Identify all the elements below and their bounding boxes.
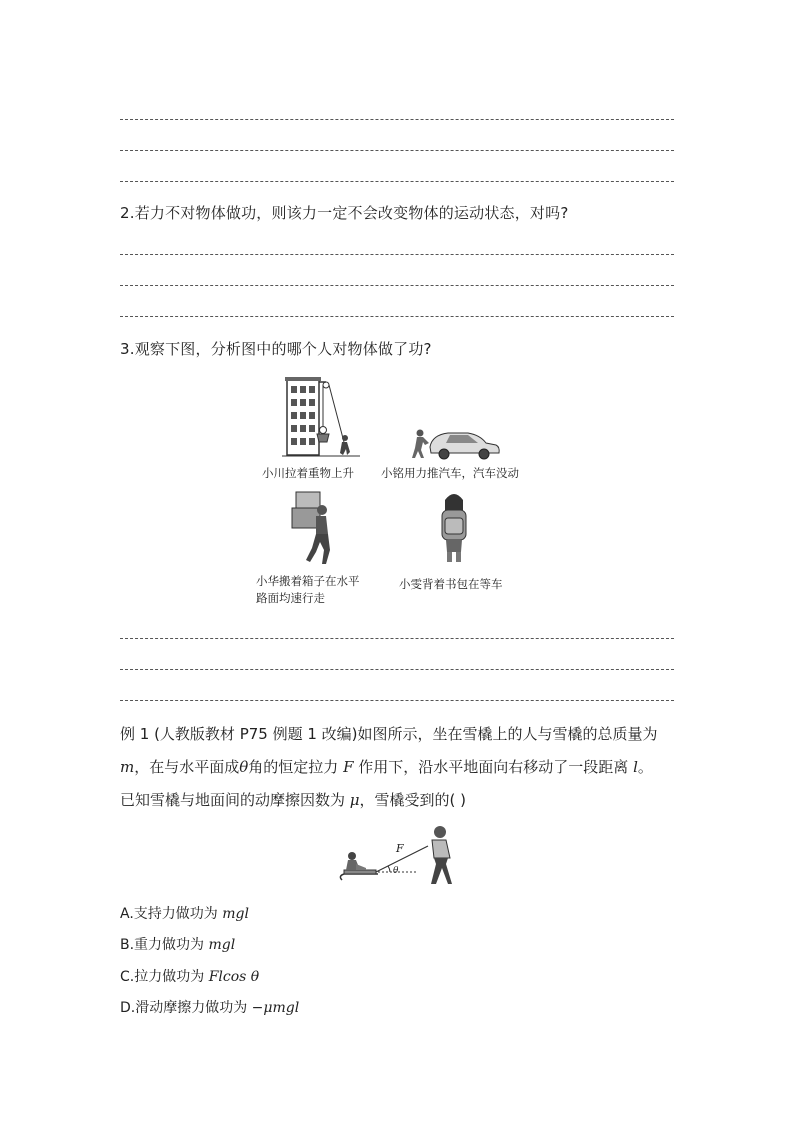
answer-line [120, 181, 674, 182]
answer-line [120, 638, 674, 639]
caption-xiaowen: 小雯背着书包在等车 [399, 577, 503, 591]
force-symbol: F [343, 758, 354, 776]
box-carrying-illustration [288, 490, 338, 570]
answer-line [120, 700, 674, 701]
pulley-building-illustration [282, 376, 360, 458]
angle-label: θ [393, 866, 399, 876]
caption-xiaohua-2: 路面均速行走 [256, 591, 325, 605]
answer-line [120, 254, 674, 255]
example-1-line-3: 已知雪橇与地面间的动摩擦因数为 μ，雪橇受到的( ) [120, 791, 467, 809]
answer-line [120, 316, 674, 317]
backpack-girl-illustration [436, 490, 472, 566]
example-1-line-1: 例 1 (人教版教材 P75 例题 1 改编)如图所示，坐在雪橇上的人与雪橇的总质量为 [120, 725, 658, 743]
caption-xiaohua-1: 小华搬着箱子在水平 [256, 574, 360, 588]
option-c: C.拉力做功为 Flcos θ [120, 969, 260, 985]
mass-symbol: m [120, 758, 135, 776]
mu-symbol: μ [349, 791, 360, 809]
example-1-line-2: m，在与水平面成θ角的恒定拉力 F 作用下，沿水平地面向右移动了一段距离 l。 [120, 758, 653, 776]
car-push-illustration [410, 423, 502, 461]
caption-xiaoming: 小铭用力推汽车，汽车没动 [381, 466, 519, 480]
sled-illustration [336, 822, 458, 890]
caption-xiaochuan: 小川拉着重物上升 [262, 466, 354, 480]
question-2: 2.若力不对物体做功，则该力一定不会改变物体的运动状态，对吗? [120, 204, 569, 222]
question-3: 3.观察下图，分析图中的哪个人对物体做了功? [120, 340, 432, 358]
answer-line [120, 150, 674, 151]
theta-symbol: θ [239, 758, 249, 776]
answer-line [120, 669, 674, 670]
force-label: F [396, 842, 404, 855]
option-a: A.支持力做功为 mgl [120, 906, 249, 922]
answer-line [120, 285, 674, 286]
answer-line [120, 119, 674, 120]
distance-symbol: l [633, 758, 638, 776]
option-d: D.滑动摩擦力做功为 −μmgl [120, 1000, 300, 1016]
option-b: B.重力做功为 mgl [120, 937, 236, 953]
